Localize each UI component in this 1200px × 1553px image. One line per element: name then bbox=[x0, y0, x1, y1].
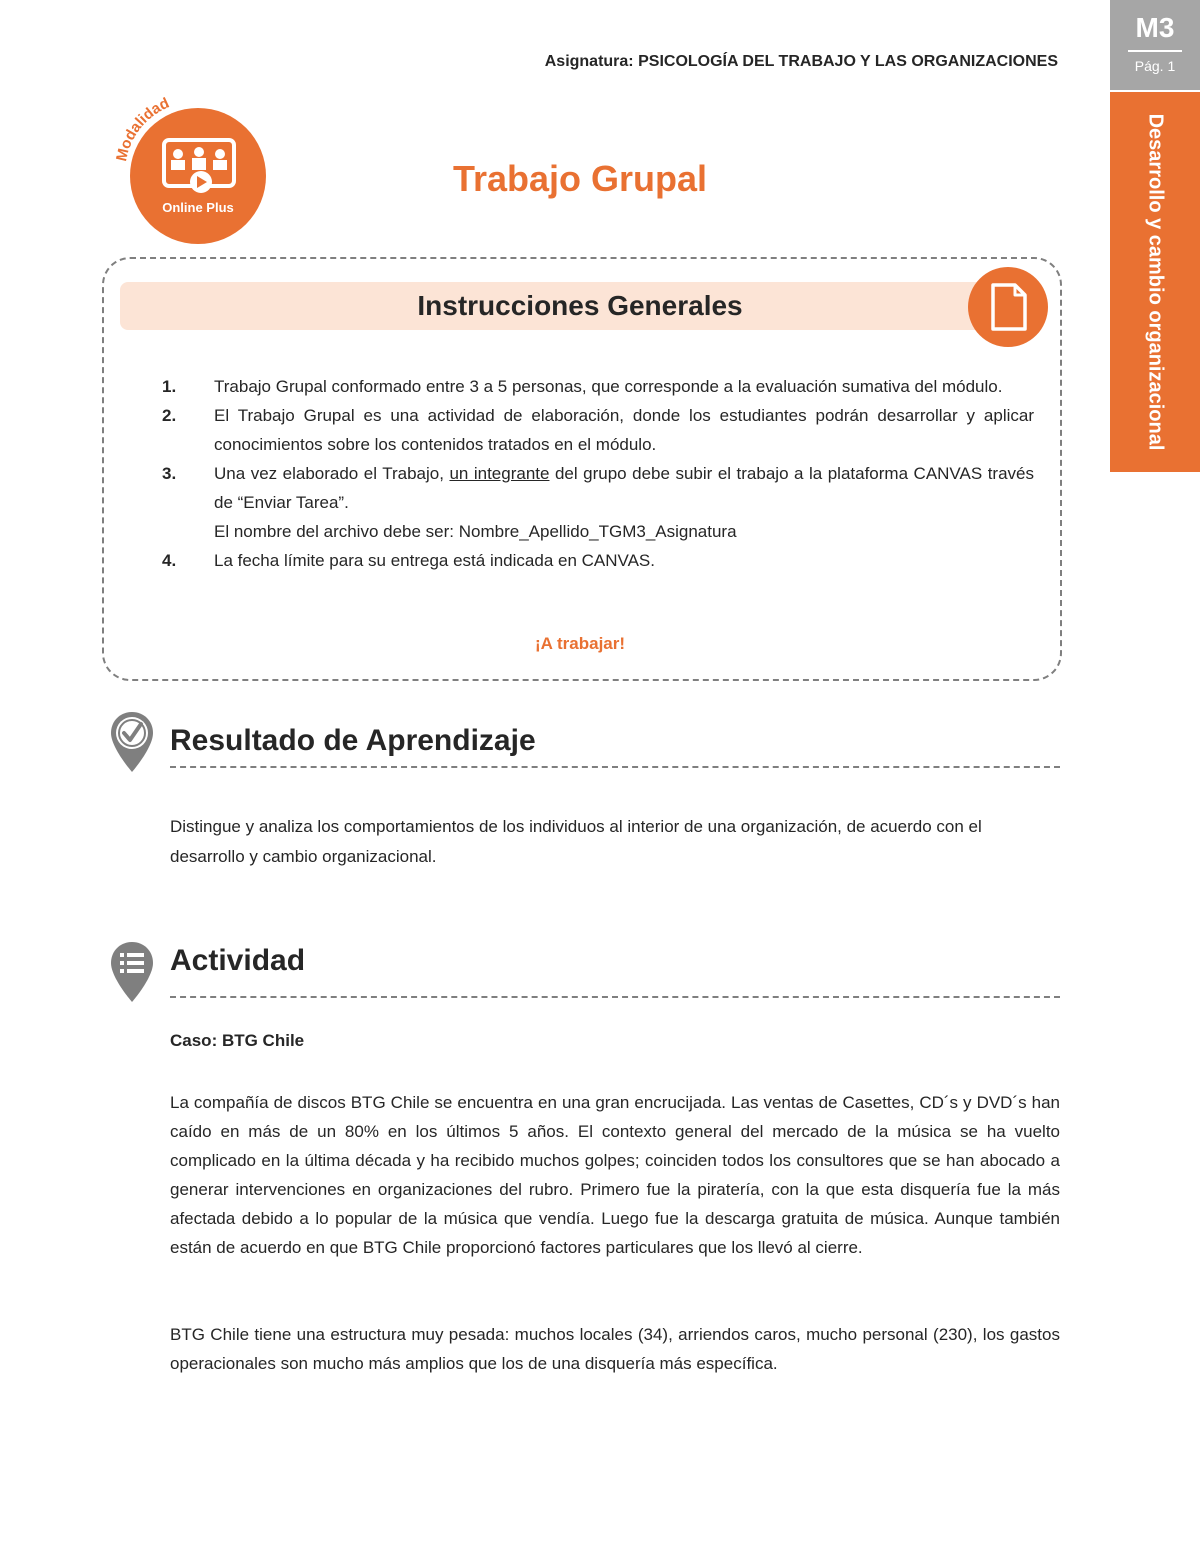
module-tab-divider bbox=[1128, 50, 1182, 52]
list-item bbox=[162, 401, 1034, 459]
activity-title: Actividad bbox=[170, 944, 306, 977]
learning-divider bbox=[170, 766, 1060, 768]
list-pin-icon bbox=[108, 940, 156, 1004]
case-label: Caso: BTG Chile bbox=[170, 1031, 305, 1050]
list-text: El Trabajo Grupal es una actividad de elaboración, donde los estudiantes podrán desarrollar y aplicar conocimientos sobre los contenidos tratados en el módulo. bbox=[214, 406, 1034, 454]
document-icon bbox=[968, 267, 1048, 347]
list-number: 3. bbox=[162, 464, 177, 483]
document-badge bbox=[968, 267, 1048, 347]
list-number: 2. bbox=[162, 406, 177, 425]
list-item bbox=[162, 372, 1034, 401]
instructions-list bbox=[162, 372, 1034, 575]
instructions-title: Instrucciones Generales bbox=[417, 290, 743, 321]
list-text-underlined: un integrante bbox=[449, 464, 550, 483]
side-label: Desarrollo y cambio organizacional bbox=[1144, 113, 1167, 451]
side-label-container bbox=[1110, 92, 1200, 472]
activity-divider bbox=[170, 996, 1060, 998]
list-item bbox=[162, 459, 1034, 546]
list-text: La fecha límite para su entrega está indicada en CANVAS. bbox=[214, 551, 655, 570]
list-text-part: Una vez elaborado el Trabajo, bbox=[214, 464, 450, 483]
list-text-part: del grupo debe subir el trabajo a la plataforma CANVAS través de “Enviar Tarea”. bbox=[214, 464, 1034, 512]
module-label: M3 bbox=[1135, 12, 1175, 43]
page-number: Pág. 1 bbox=[1134, 58, 1176, 74]
subject-label: Asignatura: bbox=[544, 53, 634, 70]
learning-title: Resultado de Aprendizaje bbox=[170, 724, 536, 757]
list-item bbox=[162, 546, 1034, 575]
learning-text: Distingue y analiza los comportamientos de los individuos al interior de una organización, de acuerdo con el desarrollo y cambio organizacional. bbox=[170, 817, 982, 866]
checkmark-pin-icon bbox=[108, 710, 156, 774]
subject-name: PSICOLOGÍA DEL TRABAJO Y LAS ORGANIZACIONES bbox=[638, 53, 1058, 70]
module-tab bbox=[1110, 0, 1200, 90]
logo-arc-text: Modalidad bbox=[113, 94, 172, 163]
list-number: 1. bbox=[162, 377, 177, 396]
file-name-note: El nombre del archivo debe ser: Nombre_Apellido_TGM3_Asignatura bbox=[214, 522, 737, 541]
closing-label: ¡A trabajar! bbox=[534, 634, 626, 653]
page-title: Trabajo Grupal bbox=[452, 158, 708, 199]
list-text: Trabajo Grupal conformado entre 3 a 5 personas, que corresponde a la evaluación sumativa del módulo. bbox=[214, 377, 1003, 396]
logo-caption: Online Plus bbox=[162, 200, 234, 215]
subject-header bbox=[545, 53, 1058, 71]
modality-logo bbox=[108, 90, 278, 250]
activity-paragraph: La compañía de discos BTG Chile se encuentra en una gran encrucijada. Las ventas de Casettes, CD´s y DVD´s han caído en más de un 80% en los últimos 5 años. El contexto general del mercado de la música se ha vuelto complicado en la última década y ha recibido muchos golpes; coinciden todos los consultores que se han abocado a generar intervenciones en organizaciones del rubro. Primero fue la piratería, con la que esta disquería fue la más afectada debido a lo popular de la música que vendía. Luego fue la descarga gratuita de música. Aunque también están de acuerdo en que BTG Chile proporcionó factores particulares que los llevó al cierre. bbox=[170, 1093, 1060, 1257]
activity-paragraph: BTG Chile tiene una estructura muy pesada: muchos locales (34), arriendos caros, mucho personal (230), los gastos operacionales son mucho más amplios que los de una disquería más específica. bbox=[170, 1325, 1060, 1373]
list-number: 4. bbox=[162, 551, 177, 570]
